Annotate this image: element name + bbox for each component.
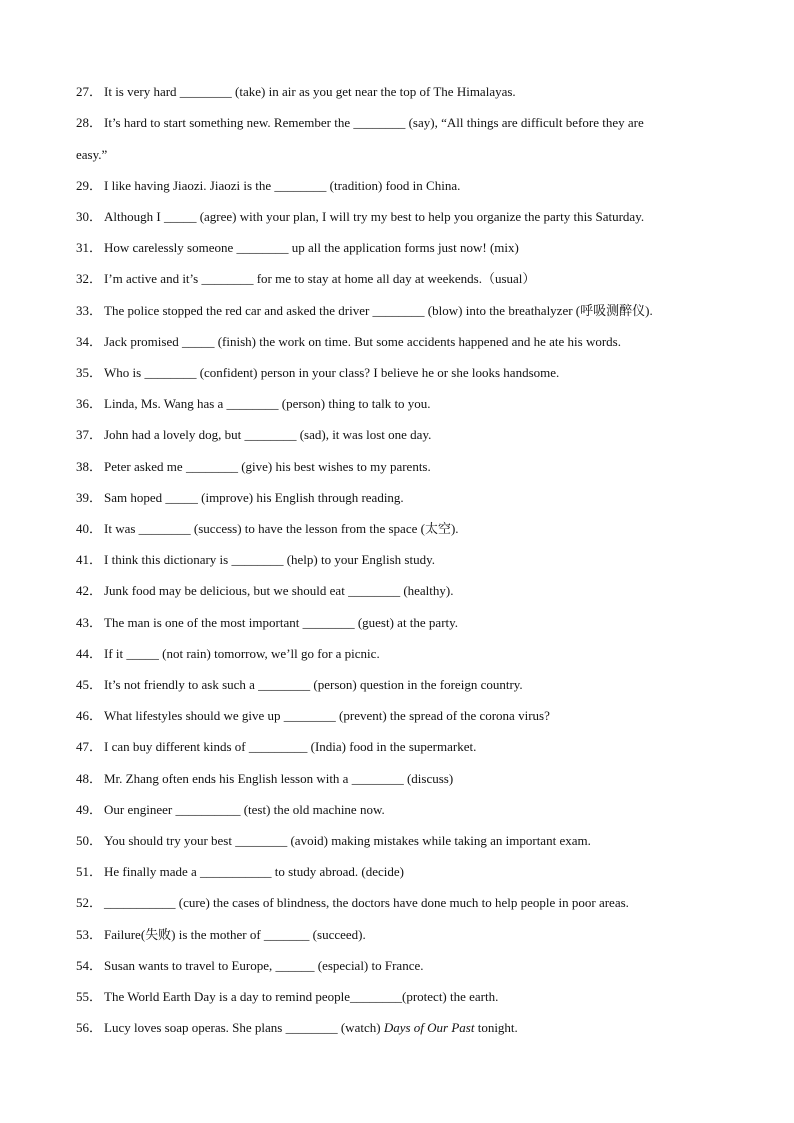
question-number: 38．: [76, 459, 103, 474]
question-number: 39．: [76, 490, 103, 505]
question-number: 32．: [76, 271, 103, 286]
question-item: [76, 615, 716, 631]
question-number: 31．: [76, 240, 103, 255]
question-text: Linda, Ms. Wang has a ________ (person) thing to talk to you.: [104, 396, 431, 411]
question-text-after: tonight.: [474, 1020, 518, 1035]
question-item: [76, 989, 716, 1005]
question-text-before: Lucy loves soap operas. She plans ________ (watch): [104, 1020, 384, 1035]
question-number: 34．: [76, 334, 103, 349]
show-title: Days of Our Past: [383, 1020, 475, 1035]
question-text: The World Earth Day is a day to remind people________(protect) the earth.: [104, 989, 499, 1004]
question-item: [76, 365, 716, 381]
question-item: [76, 958, 716, 974]
question-item: [76, 833, 716, 849]
question-text: Susan wants to travel to Europe, ______ (especial) to France.: [104, 958, 424, 973]
question-text: I think this dictionary is ________ (help) to your English study.: [104, 552, 435, 567]
question-number: 45．: [76, 677, 103, 692]
question-item: [76, 178, 716, 194]
question-text: How carelessly someone ________ up all the application forms just now! (mix): [104, 240, 519, 255]
question-item: [76, 552, 716, 568]
question-number: 28．: [76, 115, 103, 130]
question-number: 48．: [76, 771, 103, 786]
question-item: [76, 864, 716, 880]
question-text: ___________ (cure) the cases of blindness, the doctors have done much to help people in poor areas.: [104, 895, 629, 910]
question-56: [76, 1020, 716, 1036]
question-number: 35．: [76, 365, 103, 380]
question-text: You should try your best ________ (avoid) making mistakes while taking an important exam.: [104, 833, 591, 848]
question-text: It’s hard to start something new. Remember the ________ (say), “All things are difficult before they are: [104, 115, 644, 130]
question-text: I’m active and it’s ________ for me to stay at home all day at weekends.（usual）: [104, 271, 536, 286]
question-text: Jack promised _____ (finish) the work on time. But some accidents happened and he ate his words.: [104, 334, 621, 349]
question-number: 47．: [76, 739, 103, 754]
question-number: 53．: [76, 927, 103, 942]
question-item: [76, 334, 716, 350]
question-number: 52．: [76, 895, 103, 910]
question-text: The police stopped the red car and asked the driver ________ (blow) into the breathalyzer (呼吸测醉仪).: [104, 303, 653, 318]
question-text: Sam hoped _____ (improve) his English through reading.: [104, 490, 404, 505]
question-number: 51．: [76, 864, 103, 879]
question-item: [76, 771, 716, 787]
question-continuation: [76, 147, 716, 163]
question-text: John had a lovely dog, but ________ (sad), it was lost one day.: [104, 427, 432, 442]
question-item: [76, 646, 716, 662]
question-number: 33．: [76, 303, 103, 318]
question-text: It is very hard ________ (take) in air as you get near the top of The Himalayas.: [104, 84, 516, 99]
question-number: 30．: [76, 209, 103, 224]
question-number: 43．: [76, 615, 103, 630]
question-number: 50．: [76, 833, 103, 848]
question-item: [76, 490, 716, 506]
question-item: [76, 271, 716, 287]
question-item: [76, 927, 716, 943]
question-number: 44．: [76, 646, 103, 661]
question-text: Our engineer __________ (test) the old machine now.: [104, 802, 385, 817]
question-number: 54．: [76, 958, 103, 973]
question-text: I can buy different kinds of _________ (India) food in the supermarket.: [104, 739, 477, 754]
question-number: 42．: [76, 583, 103, 598]
question-item: [76, 396, 716, 412]
question-item: [76, 739, 716, 755]
question-item: [76, 459, 716, 475]
question-text: If it _____ (not rain) tomorrow, we’ll go for a picnic.: [104, 646, 380, 661]
question-text: Who is ________ (confident) person in your class? I believe he or she looks handsome.: [104, 365, 560, 380]
question-item: [76, 303, 716, 319]
question-item: [76, 240, 716, 256]
question-text: easy.”: [76, 147, 108, 162]
question-item: [76, 677, 716, 693]
question-text: Although I _____ (agree) with your plan, I will try my best to help you organize the party this Saturday.: [104, 209, 645, 224]
question-number: 36．: [76, 396, 103, 411]
question-number: 37．: [76, 427, 103, 442]
question-number: 55．: [76, 989, 103, 1004]
question-item: [76, 209, 716, 225]
question-text: Junk food may be delicious, but we should eat ________ (healthy).: [104, 583, 454, 598]
question-number: 56．: [76, 1020, 103, 1035]
question-text: It’s not friendly to ask such a ________ (person) question in the foreign country.: [104, 677, 523, 692]
question-text: The man is one of the most important ________ (guest) at the party.: [104, 615, 459, 630]
question-text: He finally made a ___________ to study abroad. (decide): [104, 864, 404, 879]
question-item: [76, 427, 716, 443]
question-item: [76, 115, 716, 131]
question-item: [76, 583, 716, 599]
question-number: 41．: [76, 552, 103, 567]
question-text: Peter asked me ________ (give) his best wishes to my parents.: [104, 459, 431, 474]
question-number: 27．: [76, 84, 103, 99]
question-text: What lifestyles should we give up ________ (prevent) the spread of the corona virus?: [104, 708, 550, 723]
question-item: [76, 84, 716, 100]
question-text: I like having Jiaozi. Jiaozi is the ________ (tradition) food in China.: [104, 178, 461, 193]
question-text: Failure(失败) is the mother of _______ (succeed).: [104, 927, 366, 942]
question-item: [76, 708, 716, 724]
question-item: [76, 521, 716, 537]
question-text: It was ________ (success) to have the lesson from the space (太空).: [104, 521, 459, 536]
question-number: 49．: [76, 802, 103, 817]
question-number: 40．: [76, 521, 103, 536]
question-number: 46．: [76, 708, 103, 723]
question-number: 29．: [76, 178, 103, 193]
question-text: Mr. Zhang often ends his English lesson with a ________ (discuss): [104, 771, 454, 786]
question-item: [76, 895, 716, 911]
question-item: [76, 802, 716, 818]
